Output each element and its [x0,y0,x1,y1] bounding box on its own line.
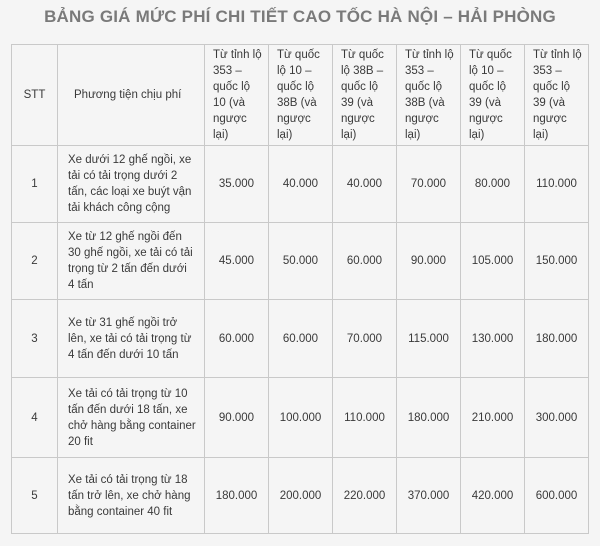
fee-cell: 60.000 [333,223,397,300]
fee-cell: 45.000 [205,223,269,300]
row-stt: 2 [12,223,58,300]
row-vehicle: Xe từ 12 ghế ngồi đến 30 ghế ngồi, xe tải có tải trọng từ 2 tấn đến dưới 4 tấn [58,223,205,300]
table-row [12,300,589,378]
header-route: Từ quốc lộ 10 – quốc lộ 39 (và ngược lại) [461,45,525,146]
row-vehicle: Xe tải có tải trọng từ 10 tấn đến dưới 18 tấn, xe chở hàng bằng container 20 fit [58,378,205,458]
row-vehicle: Xe dưới 12 ghế ngồi, xe tải có tải trọng dưới 2 tấn, các loại xe buýt vận tải khách công cộng [58,146,205,223]
fee-cell: 110.000 [333,378,397,458]
fee-cell: 180.000 [525,300,589,378]
table-body [12,146,589,534]
row-stt: 3 [12,300,58,378]
fee-cell: 50.000 [269,223,333,300]
row-stt: 4 [12,378,58,458]
fee-cell: 220.000 [333,458,397,534]
fee-cell: 150.000 [525,223,589,300]
fee-cell: 90.000 [397,223,461,300]
fee-cell: 110.000 [525,146,589,223]
fee-cell: 130.000 [461,300,525,378]
fee-cell: 35.000 [205,146,269,223]
row-vehicle: Xe từ 31 ghế ngồi trở lên, xe tải có tải trọng từ 4 tấn đến dưới 10 tấn [58,300,205,378]
fee-cell: 100.000 [269,378,333,458]
header-route: Từ tỉnh lộ 353 – quốc lộ 39 (và ngược lại) [525,45,589,146]
header-stt: STT [12,45,58,146]
fee-cell: 70.000 [397,146,461,223]
fee-cell: 60.000 [205,300,269,378]
fee-table [11,44,589,534]
fee-cell: 40.000 [333,146,397,223]
fee-cell: 420.000 [461,458,525,534]
table-row [12,378,589,458]
fee-cell: 200.000 [269,458,333,534]
fee-cell: 60.000 [269,300,333,378]
header-row [12,45,589,146]
row-stt: 1 [12,146,58,223]
row-stt: 5 [12,458,58,534]
fee-cell: 210.000 [461,378,525,458]
fee-cell: 70.000 [333,300,397,378]
row-vehicle: Xe tải có tải trọng từ 18 tấn trở lên, xe chở hàng bằng container 40 fit [58,458,205,534]
fee-cell: 370.000 [397,458,461,534]
header-vehicle: Phương tiện chịu phí [58,45,205,146]
fee-cell: 90.000 [205,378,269,458]
header-route: Từ quốc lộ 10 – quốc lộ 38B (và ngược lại) [269,45,333,146]
page-title: BẢNG GIÁ MỨC PHÍ CHI TIẾT CAO TỐC HÀ NỘI – HẢI PHÒNG [44,7,556,26]
header-route: Từ tỉnh lộ 353 – quốc lộ 10 (và ngược lại) [205,45,269,146]
header-route: Từ tỉnh lộ 353 – quốc lộ 38B (và ngược lại) [397,45,461,146]
table-header [12,45,589,146]
table-row [12,223,589,300]
header-route: Từ quốc lộ 38B – quốc lộ 39 (và ngược lại) [333,45,397,146]
table-row [12,458,589,534]
fee-cell: 180.000 [205,458,269,534]
fee-cell: 40.000 [269,146,333,223]
fee-cell: 300.000 [525,378,589,458]
fee-cell: 105.000 [461,223,525,300]
fee-cell: 180.000 [397,378,461,458]
fee-cell: 115.000 [397,300,461,378]
fee-cell: 80.000 [461,146,525,223]
table-row [12,146,589,223]
fee-cell: 600.000 [525,458,589,534]
